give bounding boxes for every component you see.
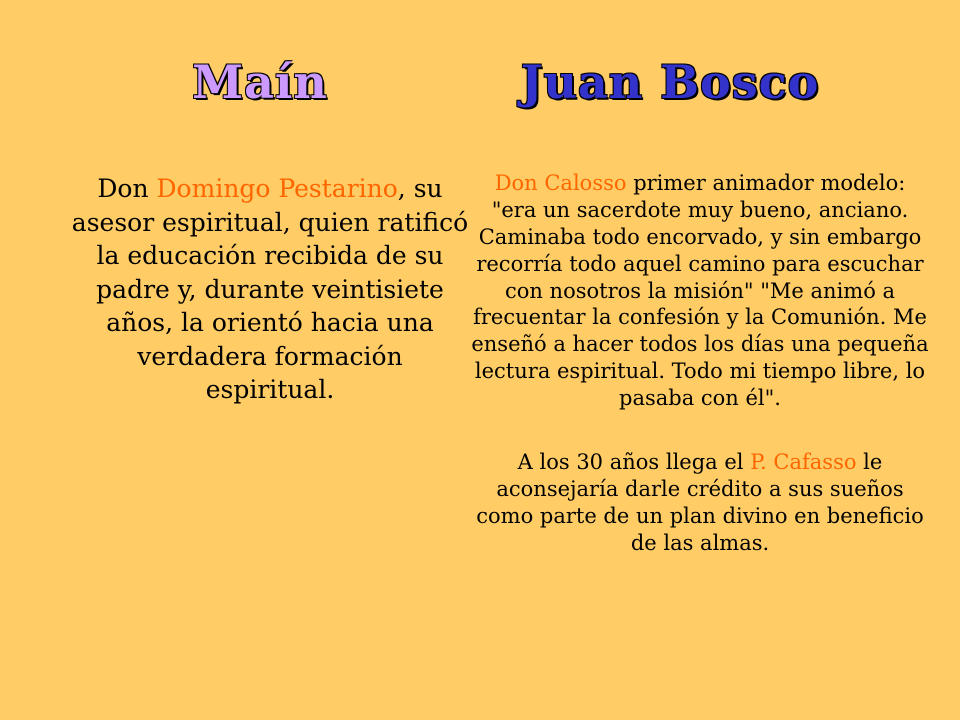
right-paragraph-1: [470, 170, 930, 412]
name-p-cafasso: P. Cafasso: [750, 449, 857, 474]
left-prefix: Don: [97, 174, 157, 203]
name-domingo-pestarino: Domingo Pestarino: [156, 174, 398, 203]
title-juan-bosco: Juan Bosco: [520, 55, 820, 109]
left-column-text: [70, 172, 470, 407]
name-don-calosso: Don Calosso: [494, 171, 627, 195]
right-column-text: [470, 170, 930, 556]
right-p1-body: primer animador modelo: "era un sacerdote muy bueno, anciano. Caminaba todo encorvado, y sin embargo recorría todo aquel camino para escuchar con nosotros la misión" "Me animó a frecuentar la confesión y la Comunión. Me enseñó a hacer todos los días una pequeña lectura espiritual. Todo mi tiempo libre, lo pasaba con él".: [471, 171, 929, 410]
right-paragraph-2: [470, 449, 930, 557]
left-body: , su asesor espiritual, quien ratificó la educación recibida de su padre y, durante veintisiete años, la orientó hacia una verdadera formación espiritual.: [71, 174, 469, 404]
right-p2-body: le aconsejaría darle crédito a sus sueños como parte de un plan divino en beneficio de las almas.: [476, 449, 924, 555]
title-main: Maín: [192, 55, 328, 109]
left-paragraph: [70, 172, 470, 407]
right-p2-prefix: A los 30 años llega el: [517, 449, 751, 474]
